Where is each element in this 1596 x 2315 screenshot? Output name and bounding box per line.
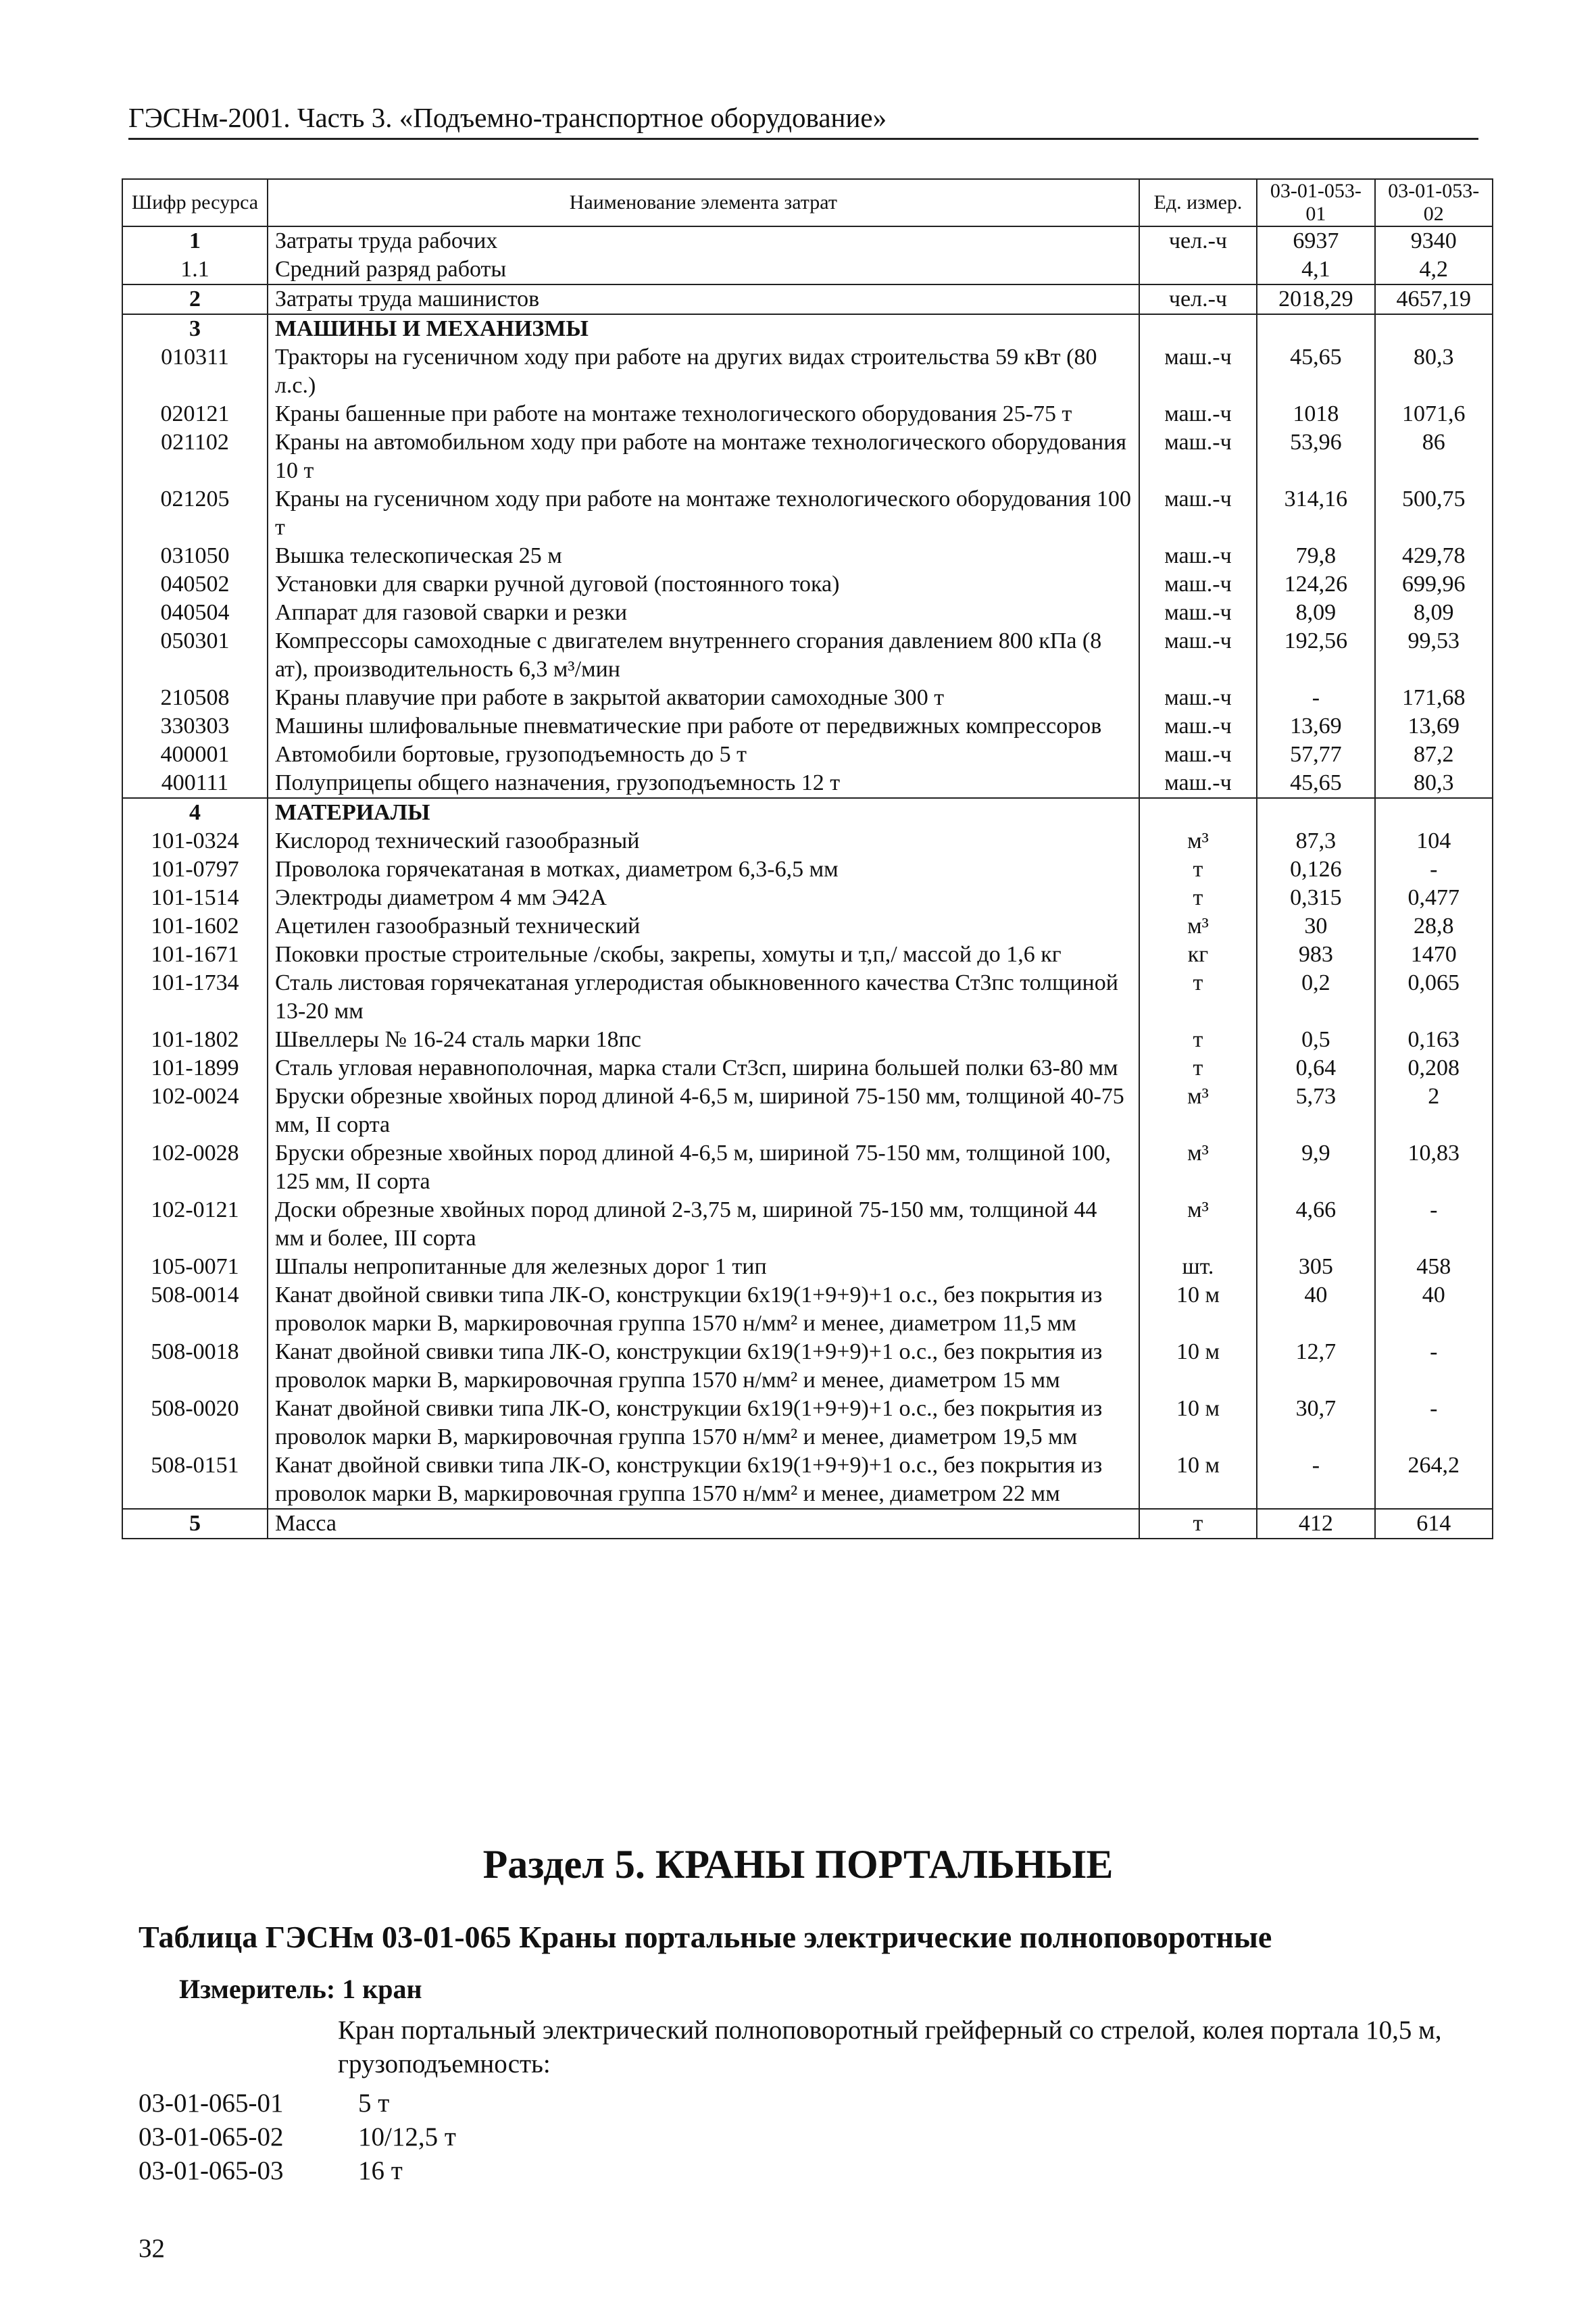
cost-item-name: Кислород технический газообразный — [268, 827, 1139, 855]
table-row — [122, 1451, 1493, 1509]
value-053-01: 1018 — [1257, 400, 1374, 428]
cost-item-name: Полуприцепы общего назначения, грузоподъемность 12 т — [268, 769, 1139, 798]
value-053-01: 0,64 — [1257, 1054, 1374, 1082]
cost-item-name: Затраты труда рабочих — [268, 226, 1139, 255]
table-row — [122, 343, 1493, 400]
resource-code: 508-0020 — [122, 1395, 268, 1451]
value-053-02: 10,83 — [1375, 1139, 1493, 1196]
value-053-02: - — [1375, 1395, 1493, 1451]
value-053-01: 45,65 — [1257, 343, 1374, 400]
unit-cell: маш.-ч — [1139, 741, 1257, 769]
table-row — [122, 827, 1493, 855]
variant-list — [139, 2087, 456, 2188]
unit-cell: 10 м — [1139, 1395, 1257, 1451]
column-header-053-01: 03-01-053-01 — [1257, 179, 1374, 226]
resource-code: 101-1899 — [122, 1054, 268, 1082]
value-053-01: 87,3 — [1257, 827, 1374, 855]
resource-code: 050301 — [122, 627, 268, 684]
value-053-02: 40 — [1375, 1281, 1493, 1338]
cost-item-name: Автомобили бортовые, грузоподъемность до 5 т — [268, 741, 1139, 769]
unit-cell: маш.-ч — [1139, 769, 1257, 798]
value-053-01: 0,126 — [1257, 855, 1374, 884]
value-053-02 — [1375, 314, 1493, 343]
crane-description: Кран портальный электрический полноповоротный грейферный со стрелой, колея портала 10,5 м, грузоподъемность: — [338, 2016, 1442, 2078]
value-053-02: 171,68 — [1375, 684, 1493, 712]
value-053-02: 1071,6 — [1375, 400, 1493, 428]
table-row — [122, 1395, 1493, 1451]
table-row — [122, 570, 1493, 599]
cost-item-name: Бруски обрезные хвойных пород длиной 4-6,5 м, шириной 75-150 мм, толщиной 100, 125 мм, II сорта — [268, 1139, 1139, 1196]
variant-value: 16 т — [358, 2156, 403, 2185]
value-053-02: - — [1375, 1196, 1493, 1253]
value-053-02: 8,09 — [1375, 599, 1493, 627]
resource-code: 101-1734 — [122, 969, 268, 1026]
table-title: Таблица ГЭСНм 03-01-065 Краны портальные электрические полноповоротные — [139, 1920, 1272, 1954]
unit-cell: маш.-ч — [1139, 627, 1257, 684]
unit-cell: 10 м — [1139, 1451, 1257, 1509]
cost-item-name: Бруски обрезные хвойных пород длиной 4-6,5 м, шириной 75-150 мм, толщиной 40-75 мм, II сорта — [268, 1082, 1139, 1139]
resource-code: 102-0121 — [122, 1196, 268, 1253]
table-row — [122, 255, 1493, 284]
value-053-02: 9340 — [1375, 226, 1493, 255]
value-053-01: 2018,29 — [1257, 284, 1374, 314]
value-053-01: 4,1 — [1257, 255, 1374, 284]
value-053-02: 87,2 — [1375, 741, 1493, 769]
page-header: ГЭСНм-2001. Часть 3. «Подъемно-транспортное оборудование» — [128, 101, 1478, 140]
cost-item-name: Ацетилен газообразный технический — [268, 912, 1139, 941]
table-row — [122, 798, 1493, 827]
resource-code: 101-1514 — [122, 884, 268, 912]
resource-cost-table — [122, 178, 1493, 1539]
value-053-02: 28,8 — [1375, 912, 1493, 941]
value-053-01: 5,73 — [1257, 1082, 1374, 1139]
resource-code: 508-0014 — [122, 1281, 268, 1338]
table-row — [122, 599, 1493, 627]
value-053-01: 40 — [1257, 1281, 1374, 1338]
resource-code: 1.1 — [122, 255, 268, 284]
unit-cell: т — [1139, 1026, 1257, 1054]
unit-cell: 10 м — [1139, 1338, 1257, 1395]
resource-code: 021205 — [122, 485, 268, 542]
value-053-02: 0,477 — [1375, 884, 1493, 912]
value-053-02: 264,2 — [1375, 1451, 1493, 1509]
value-053-01: 12,7 — [1257, 1338, 1374, 1395]
cost-item-name: Сталь угловая неравнополочная, марка стали Ст3сп, ширина большей полки 63-80 мм — [268, 1054, 1139, 1082]
cost-item-name: Аппарат для газовой сварки и резки — [268, 599, 1139, 627]
table-row — [122, 1281, 1493, 1338]
variant-code: 03-01-065-03 — [139, 2156, 284, 2185]
table-row — [122, 284, 1493, 314]
value-053-02: 99,53 — [1375, 627, 1493, 684]
table-row — [122, 542, 1493, 570]
value-053-01: 57,77 — [1257, 741, 1374, 769]
value-053-02: 80,3 — [1375, 343, 1493, 400]
value-053-02: - — [1375, 855, 1493, 884]
resource-code: 040504 — [122, 599, 268, 627]
table-row — [122, 1509, 1493, 1539]
cost-item-name: Тракторы на гусеничном ходу при работе на других видах строительства 59 кВт (80 л.с.) — [268, 343, 1139, 400]
value-053-01: 412 — [1257, 1509, 1374, 1539]
unit-cell: т — [1139, 969, 1257, 1026]
value-053-01: 4,66 — [1257, 1196, 1374, 1253]
value-053-02: 2 — [1375, 1082, 1493, 1139]
cost-item-name: Вышка телескопическая 25 м — [268, 542, 1139, 570]
cost-item-name: Канат двойной свивки типа ЛК-О, конструкции 6х19(1+9+9)+1 о.с., без покрытия из проволок марки В, маркировочная группа 1570 н/мм² и менее, диаметром 19,5 мм — [268, 1395, 1139, 1451]
value-053-01: 8,09 — [1257, 599, 1374, 627]
resource-code: 400111 — [122, 769, 268, 798]
column-header-name: Наименование элемента затрат — [268, 179, 1139, 226]
value-053-02: 4657,19 — [1375, 284, 1493, 314]
list-item — [139, 2154, 456, 2188]
page-number: 32 — [139, 2234, 165, 2263]
variant-value: 5 т — [358, 2089, 390, 2118]
value-053-01: 30,7 — [1257, 1395, 1374, 1451]
resource-code: 105-0071 — [122, 1253, 268, 1281]
unit-cell: т — [1139, 855, 1257, 884]
table-body — [122, 226, 1493, 1539]
table-row — [122, 884, 1493, 912]
unit-cell: т — [1139, 1054, 1257, 1082]
value-053-01 — [1257, 798, 1374, 827]
column-header-unit: Ед. измер. — [1139, 179, 1257, 226]
resource-code: 020121 — [122, 400, 268, 428]
resource-code: 1 — [122, 226, 268, 255]
section-title: Раздел 5. КРАНЫ ПОРТАЛЬНЫЕ — [482, 1842, 1114, 1887]
value-053-01: 45,65 — [1257, 769, 1374, 798]
unit-cell: чел.-ч — [1139, 284, 1257, 314]
resource-code: 010311 — [122, 343, 268, 400]
cost-item-name: Поковки простые строительные /скобы, закрепы, хомуты и т,п,/ массой до 1,6 кг — [268, 941, 1139, 969]
column-header-code: Шифр ресурса — [122, 179, 268, 226]
cost-item-name: Электроды диаметром 4 мм Э42А — [268, 884, 1139, 912]
value-053-02: 458 — [1375, 1253, 1493, 1281]
value-053-01: - — [1257, 684, 1374, 712]
value-053-01: 30 — [1257, 912, 1374, 941]
table-row — [122, 1026, 1493, 1054]
value-053-02: 86 — [1375, 428, 1493, 485]
resource-code: 021102 — [122, 428, 268, 485]
table-row — [122, 1338, 1493, 1395]
cost-item-name: Сталь листовая горячекатаная углеродистая обыкновенного качества Ст3пс толщиной 13-20 мм — [268, 969, 1139, 1026]
value-053-02: 0,208 — [1375, 1054, 1493, 1082]
resource-code: 508-0018 — [122, 1338, 268, 1395]
table-header-row — [122, 179, 1493, 226]
cost-item-name: Швеллеры № 16-24 сталь марки 18пс — [268, 1026, 1139, 1054]
value-053-01: 9,9 — [1257, 1139, 1374, 1196]
table-row — [122, 741, 1493, 769]
resource-code: 101-0797 — [122, 855, 268, 884]
table-row — [122, 627, 1493, 684]
unit-cell: т — [1139, 884, 1257, 912]
unit-cell: маш.-ч — [1139, 684, 1257, 712]
unit-cell: маш.-ч — [1139, 343, 1257, 400]
value-053-01: 79,8 — [1257, 542, 1374, 570]
list-item — [139, 2087, 456, 2120]
value-053-01: 0,315 — [1257, 884, 1374, 912]
value-053-02: - — [1375, 1338, 1493, 1395]
table-row — [122, 712, 1493, 741]
cost-item-name: Канат двойной свивки типа ЛК-О, конструкции 6х19(1+9+9)+1 о.с., без покрытия из проволок марки В, маркировочная группа 1570 н/мм² и менее, диаметром 22 мм — [268, 1451, 1139, 1509]
value-053-01: 6937 — [1257, 226, 1374, 255]
resource-code: 5 — [122, 1509, 268, 1539]
cost-item-name: Машины шлифовальные пневматические при работе от передвижных компрессоров — [268, 712, 1139, 741]
cost-item-name: Краны на автомобильном ходу при работе на монтаже технологического оборудования 10 т — [268, 428, 1139, 485]
table-row — [122, 855, 1493, 884]
value-053-01: 305 — [1257, 1253, 1374, 1281]
unit-cell: маш.-ч — [1139, 570, 1257, 599]
value-053-02: 699,96 — [1375, 570, 1493, 599]
table-row — [122, 226, 1493, 255]
table-row — [122, 1253, 1493, 1281]
value-053-02: 500,75 — [1375, 485, 1493, 542]
value-053-01: 0,5 — [1257, 1026, 1374, 1054]
unit-cell — [1139, 798, 1257, 827]
table-row — [122, 1054, 1493, 1082]
value-053-02: 429,78 — [1375, 542, 1493, 570]
value-053-01: 124,26 — [1257, 570, 1374, 599]
unit-cell: чел.-ч — [1139, 226, 1257, 255]
variant-code: 03-01-065-02 — [139, 2122, 284, 2151]
resource-code: 101-1602 — [122, 912, 268, 941]
cost-item-name: Канат двойной свивки типа ЛК-О, конструкции 6х19(1+9+9)+1 о.с., без покрытия из проволок марки В, маркировочная группа 1570 н/мм² и менее, диаметром 15 мм — [268, 1338, 1139, 1395]
cost-item-name: Проволока горячекатаная в мотках, диаметром 6,3-6,5 мм — [268, 855, 1139, 884]
unit-cell: маш.-ч — [1139, 400, 1257, 428]
variant-code: 03-01-065-01 — [139, 2089, 284, 2118]
measurer: Измеритель: 1 кран — [179, 1974, 422, 2004]
value-053-01: 192,56 — [1257, 627, 1374, 684]
cost-item-name: Компрессоры самоходные с двигателем внутреннего сгорания давлением 800 кПа (8 ат), производительность 6,3 м³/мин — [268, 627, 1139, 684]
column-header-053-02: 03-01-053-02 — [1375, 179, 1493, 226]
unit-cell: кг — [1139, 941, 1257, 969]
unit-cell: маш.-ч — [1139, 599, 1257, 627]
list-item — [139, 2120, 456, 2154]
value-053-01: 53,96 — [1257, 428, 1374, 485]
value-053-01: 983 — [1257, 941, 1374, 969]
table-row — [122, 314, 1493, 343]
cost-item-name: Краны плавучие при работе в закрытой акватории самоходные 300 т — [268, 684, 1139, 712]
cost-item-name: Краны на гусеничном ходу при работе на монтаже технологического оборудования 100 т — [268, 485, 1139, 542]
table-row — [122, 912, 1493, 941]
cost-item-name: Краны башенные при работе на монтаже технологического оборудования 25-75 т — [268, 400, 1139, 428]
table-row — [122, 1082, 1493, 1139]
cost-item-name: Канат двойной свивки типа ЛК-О, конструкции 6х19(1+9+9)+1 о.с., без покрытия из проволок марки В, маркировочная группа 1570 н/мм² и менее, диаметром 11,5 мм — [268, 1281, 1139, 1338]
resource-code: 101-1671 — [122, 941, 268, 969]
cost-item-name: МАТЕРИАЛЫ — [268, 798, 1139, 827]
table-row — [122, 1139, 1493, 1196]
resource-code: 4 — [122, 798, 268, 827]
unit-cell: шт. — [1139, 1253, 1257, 1281]
table-row — [122, 684, 1493, 712]
cost-item-name: МАШИНЫ И МЕХАНИЗМЫ — [268, 314, 1139, 343]
unit-cell: м³ — [1139, 1082, 1257, 1139]
resource-code: 508-0151 — [122, 1451, 268, 1509]
unit-cell: 10 м — [1139, 1281, 1257, 1338]
value-053-02: 80,3 — [1375, 769, 1493, 798]
variant-value: 10/12,5 т — [358, 2122, 456, 2151]
value-053-02: 614 — [1375, 1509, 1493, 1539]
resource-code: 400001 — [122, 741, 268, 769]
unit-cell: м³ — [1139, 912, 1257, 941]
unit-cell — [1139, 314, 1257, 343]
cost-item-name: Доски обрезные хвойных пород длиной 2-3,75 м, шириной 75-150 мм, толщиной 44 мм и более, III сорта — [268, 1196, 1139, 1253]
value-053-02: 1470 — [1375, 941, 1493, 969]
resource-code: 2 — [122, 284, 268, 314]
resource-code: 3 — [122, 314, 268, 343]
table-row — [122, 941, 1493, 969]
unit-cell: маш.-ч — [1139, 712, 1257, 741]
cost-item-name: Затраты труда машинистов — [268, 284, 1139, 314]
value-053-01: - — [1257, 1451, 1374, 1509]
cost-item-name: Шпалы непропитанные для железных дорог 1 тип — [268, 1253, 1139, 1281]
value-053-01: 0,2 — [1257, 969, 1374, 1026]
cost-item-name: Средний разряд работы — [268, 255, 1139, 284]
value-053-02: 104 — [1375, 827, 1493, 855]
value-053-01 — [1257, 314, 1374, 343]
value-053-02: 0,065 — [1375, 969, 1493, 1026]
unit-cell: маш.-ч — [1139, 542, 1257, 570]
cost-item-name: Установки для сварки ручной дуговой (постоянного тока) — [268, 570, 1139, 599]
resource-code: 040502 — [122, 570, 268, 599]
table-row — [122, 428, 1493, 485]
resource-code: 031050 — [122, 542, 268, 570]
value-053-01: 314,16 — [1257, 485, 1374, 542]
value-053-02: 0,163 — [1375, 1026, 1493, 1054]
value-053-02: 4,2 — [1375, 255, 1493, 284]
unit-cell: м³ — [1139, 1139, 1257, 1196]
table-row — [122, 485, 1493, 542]
table-row — [122, 400, 1493, 428]
resource-code: 101-0324 — [122, 827, 268, 855]
unit-cell: м³ — [1139, 1196, 1257, 1253]
table-row — [122, 769, 1493, 798]
resource-code: 210508 — [122, 684, 268, 712]
cost-item-name: Масса — [268, 1509, 1139, 1539]
resource-code: 101-1802 — [122, 1026, 268, 1054]
table-row — [122, 1196, 1493, 1253]
resource-code: 330303 — [122, 712, 268, 741]
unit-cell: т — [1139, 1509, 1257, 1539]
value-053-02 — [1375, 798, 1493, 827]
unit-cell: маш.-ч — [1139, 428, 1257, 485]
resource-code: 102-0028 — [122, 1139, 268, 1196]
table-row — [122, 969, 1493, 1026]
unit-cell: м³ — [1139, 827, 1257, 855]
unit-cell: маш.-ч — [1139, 485, 1257, 542]
value-053-02: 13,69 — [1375, 712, 1493, 741]
resource-code: 102-0024 — [122, 1082, 268, 1139]
value-053-01: 13,69 — [1257, 712, 1374, 741]
unit-cell — [1139, 255, 1257, 284]
